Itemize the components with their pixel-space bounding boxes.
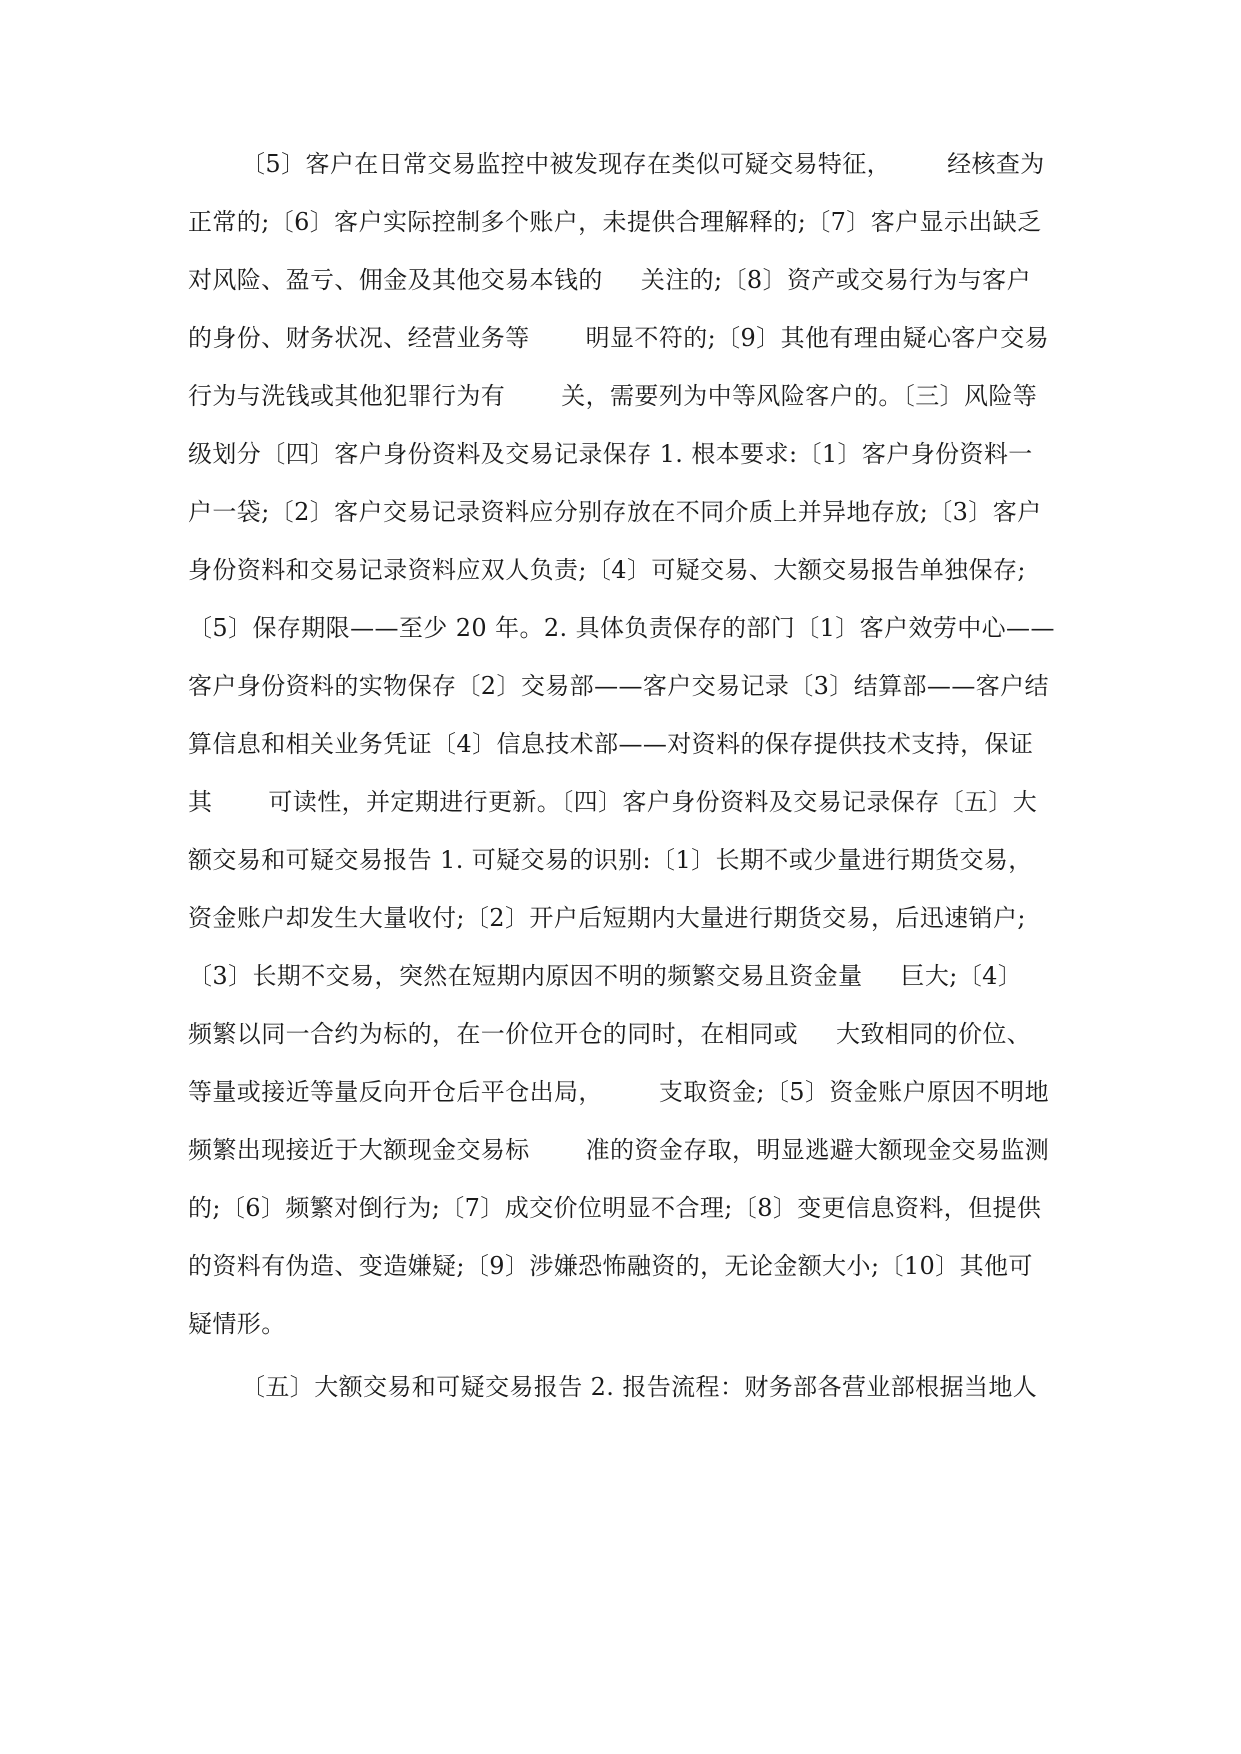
text-segment: 大致相同的价位、 [836, 1020, 1032, 1048]
text-segment: 巨大;〔4〕 [900, 962, 1023, 990]
text-line [188, 838, 1058, 882]
text-segment: 明显不符的;〔9〕其他有理由疑心客户交易 [585, 324, 1049, 352]
text-segment: 关注的;〔8〕资产或交易行为与客户 [640, 266, 1031, 294]
text-line [188, 1302, 1058, 1346]
text-line [188, 606, 1058, 650]
text-segment: 级划分〔四〕客户身份资料及交易记录保存 1. 根本要求:〔1〕客户身份资料一 [188, 440, 1033, 468]
text-segment: 客户身份资料的实物保存〔2〕交易部——客户交易记录〔3〕结算部——客户结 [188, 672, 1049, 700]
text-line [188, 432, 1058, 476]
text-line [188, 896, 1058, 940]
text-segment: 的资料有伪造、变造嫌疑;〔9〕涉嫌恐怖融资的，无论金额大小;〔10〕其他可 [188, 1252, 1033, 1280]
text-segment: 关，需要列为中等风险客户的。〔三〕风险等 [561, 382, 1038, 410]
text-line [188, 722, 1058, 766]
text-segment: 频繁以同一合约为标的，在一价位开仓的同时，在相同或 [188, 1020, 798, 1048]
text-segment: 可读性，并定期进行更新。〔四〕客户身份资料及交易记录保存〔五〕大 [268, 788, 1038, 816]
text-segment: 算信息和相关业务凭证〔4〕信息技术部——对资料的保存提供技术支持，保证 [188, 730, 1034, 758]
text-segment: 〔五〕大额交易和可疑交易报告 2. 报告流程：财务部各营业部根据当地人 [241, 1373, 1038, 1401]
text-line [188, 548, 1058, 592]
text-segment: 支取资金;〔5〕资金账户原因不明地 [658, 1078, 1049, 1106]
text-segment: 正常的;〔6〕客户实际控制多个账户，未提供合理解释的;〔7〕客户显示出缺乏 [188, 208, 1042, 236]
text-segment: 准的资金存取，明显逃避大额现金交易监测 [585, 1136, 1050, 1164]
text-segment: 频繁出现接近于大额现金交易标 [188, 1136, 530, 1164]
text-line [241, 142, 1058, 186]
text-segment: 等量或接近等量反向开仓后平仓出局， [188, 1078, 603, 1106]
text-line [188, 664, 1058, 708]
text-line [188, 490, 1058, 534]
text-segment: 行为与洗钱或其他犯罪行为有 [188, 382, 506, 410]
text-line [188, 316, 1058, 360]
text-segment: 其 [188, 788, 213, 816]
text-line [241, 1365, 1058, 1409]
text-segment: 的身份、财务状况、经营业务等 [188, 324, 530, 352]
text-line [188, 954, 1058, 998]
text-segment: 身份资料和交易记录资料应双人负责;〔4〕可疑交易、大额交易报告单独保存; [188, 556, 1026, 584]
text-segment: 户一袋;〔2〕客户交易记录资料应分别存放在不同介质上并异地存放;〔3〕客户 [188, 498, 1042, 526]
text-line [188, 1186, 1058, 1230]
text-line [188, 258, 1058, 302]
text-segment: 对风险、盈亏、佣金及其他交易本钱的 [188, 266, 603, 294]
text-line [188, 1128, 1058, 1172]
text-segment: 的;〔6〕频繁对倒行为;〔7〕成交价位明显不合理;〔8〕变更信息资料，但提供 [188, 1194, 1042, 1222]
text-segment: 经核查为 [947, 150, 1045, 178]
text-segment: 疑情形。 [188, 1310, 286, 1338]
text-line [188, 1012, 1058, 1056]
text-line [188, 780, 1058, 824]
text-segment: 〔5〕客户在日常交易监控中被发现存在类似可疑交易特征， [241, 150, 892, 178]
text-line [188, 200, 1058, 244]
text-line [188, 1244, 1058, 1288]
text-segment: 〔5〕保存期限——至少 20 年。2. 具体负责保存的部门〔1〕客户效劳中心—— [188, 614, 1055, 642]
text-line [188, 1070, 1058, 1114]
text-segment: 额交易和可疑交易报告 1. 可疑交易的识别:〔1〕长期不或少量进行期货交易， [188, 846, 1033, 874]
text-line [188, 374, 1058, 418]
text-segment: 资金账户却发生大量收付;〔2〕开户后短期内大量进行期货交易，后迅速销户; [188, 904, 1026, 932]
text-segment: 〔3〕长期不交易，突然在短期内原因不明的频繁交易且资金量 [188, 962, 863, 990]
